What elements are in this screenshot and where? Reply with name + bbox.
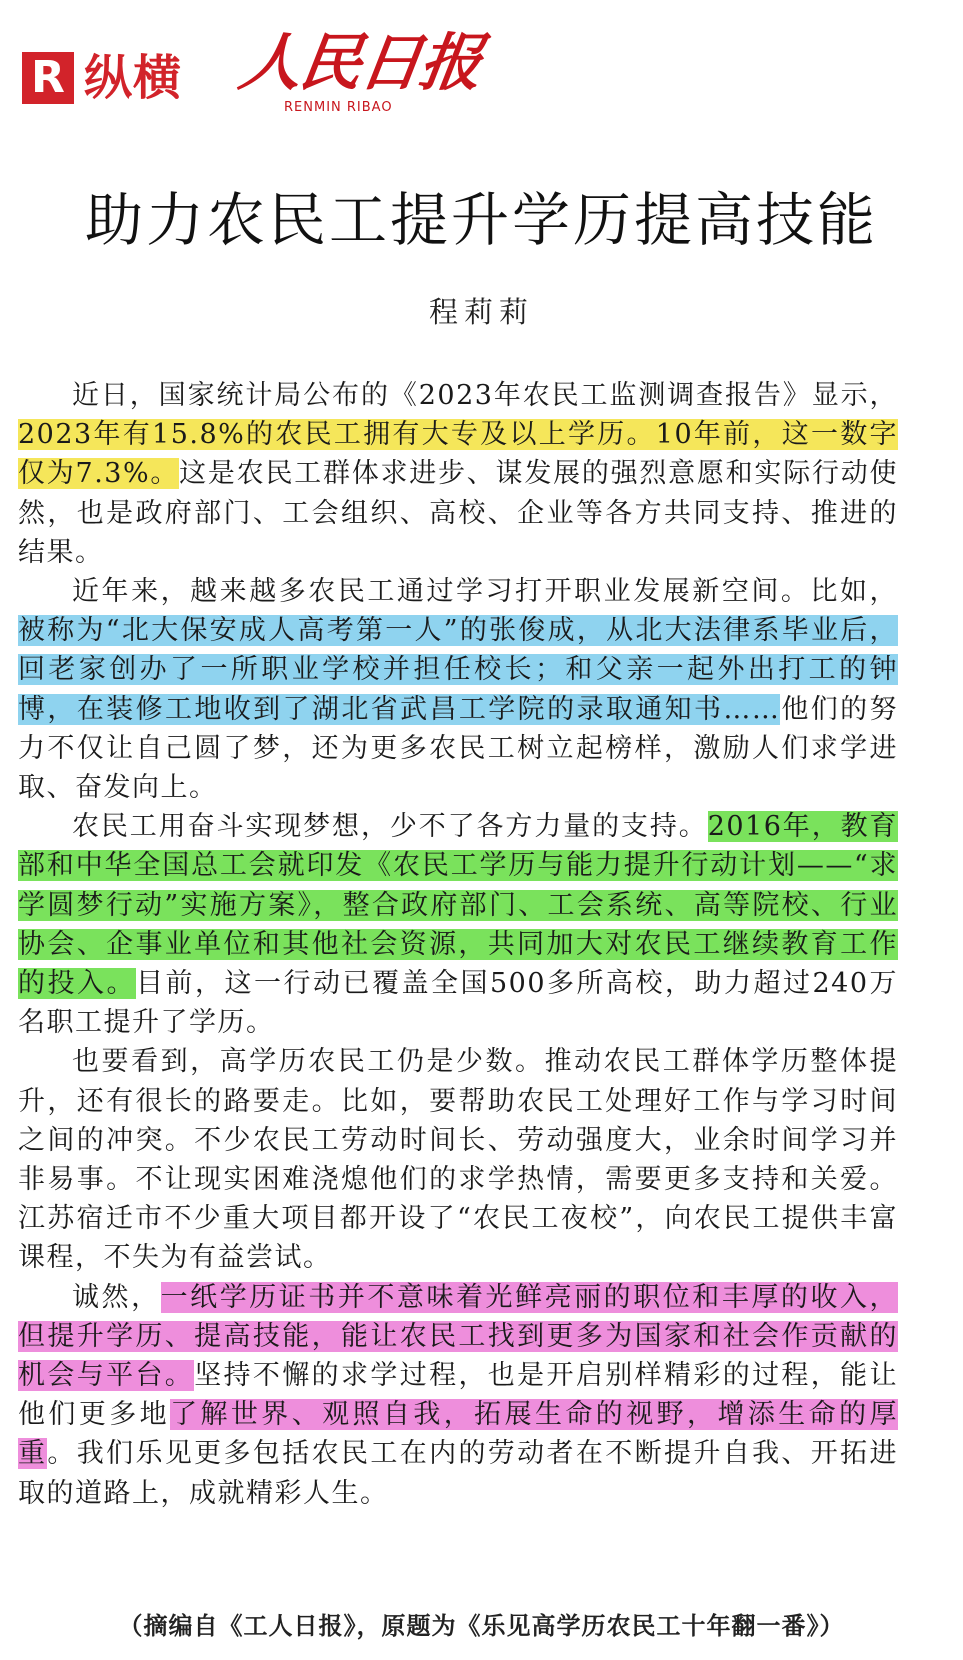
highlight-magenta: 一纸学历证书并不意味着光鲜亮丽的职位和丰厚的收入，但提升学历、提高技能，能让农民工找到更多为国家和社会作贡献的机会与平台。 [18,1281,899,1392]
masthead-logo [234,22,490,122]
highlight-yellow: 2023年有15.8%的农民工拥有大专及以上学历。10年前，这一数字仅为7.3%。 [18,419,898,490]
paragraph-text: 。我们乐见更多包括农民工在内的劳动者在不断提升自我、开拓进取的道路上，成就精彩人生。 [18,1438,899,1509]
masthead-chinese: 人民日报 [234,26,486,99]
paragraph-3 [18,807,898,1042]
paragraph-text: 坚持不懈的求学过程，也是开启别样精彩的过程，能让他们更多地 [18,1360,899,1431]
highlight-green: 2016年，教育部和中华全国总工会就印发《农民工学历与能力提升行动计划——“求学圆梦行动”实施方案》，整合政府部门、工会系统、高等院校、行业协会、企事业单位和其他社会资源，共同加大对农民工继续教育工作的投入。 [18,811,898,1000]
paragraph-text: 目前，这一行动已覆盖全国500多所高校，助力超过240万名职工提升了学历。 [18,968,899,1039]
paragraph-text: 农民工用奋斗实现梦想，少不了各方力量的支持。 [72,811,708,843]
paragraph-5 [18,1278,898,1513]
paragraph-text: 他们的努力不仅让自己圆了梦，还为更多农民工树立起榜样，激励人们求学进取、奋发向上。 [18,693,899,804]
paragraph-4 [18,1042,898,1277]
highlight-blue: 被称为“北大保安成人高考第一人”的张俊成，从北大法律系毕业后，回老家创办了一所职业学校并担任校长；和父亲一起外出打工的钟博，在装修工地收到了湖北省武昌工学院的录取通知书…… [18,615,898,725]
paragraph-text: 这是农民工群体求进步、谋发展的强烈意愿和实际行动使然，也是政府部门、工会组织、高校、企业等各方共同支持、推进的结果。 [18,458,898,568]
article-body [18,376,898,1513]
paragraph-text: 近日，国家统计局公布的《2023年农民工监测调查报告》显示， [72,380,898,411]
paragraph-text: 诚然， [72,1281,161,1313]
header [22,22,942,122]
paragraph-1 [18,376,898,572]
brand-name: 纵横 [84,50,183,106]
article-title: 助力农民工提升学历提高技能 [84,186,878,254]
highlight-magenta: 了解世界、观照自我，拓展生命的视野，增添生命的厚重 [18,1399,899,1470]
masthead-english: RENMIN RIBAO [284,100,393,115]
paragraph-text: 也要看到，高学历农民工仍是少数。推动农民工群体学历整体提升，还有很长的路要走。比如，要帮助农民工处理好工作与学习时间之间的冲突。不少农民工劳动时间长、劳动强度大，业余时间学习并非易事。不让现实困难浇熄他们的求学热情，需要更多支持和关爱。江苏宿迁市不少重大项目都开设了“农民工夜校”，向农民工提供丰富课程，不失为有益尝试。 [18,1046,898,1274]
author-name: 程莉莉 [428,295,534,329]
source-citation: （摘编自《工人日报》，原题为《乐见高学历农民工十年翻一番》） [118,1612,845,1640]
paragraph-2 [18,572,898,807]
r-logo-icon: R [22,52,74,104]
paragraph-text: 近年来，越来越多农民工通过学习打开职业发展新空间。比如， [72,576,898,608]
